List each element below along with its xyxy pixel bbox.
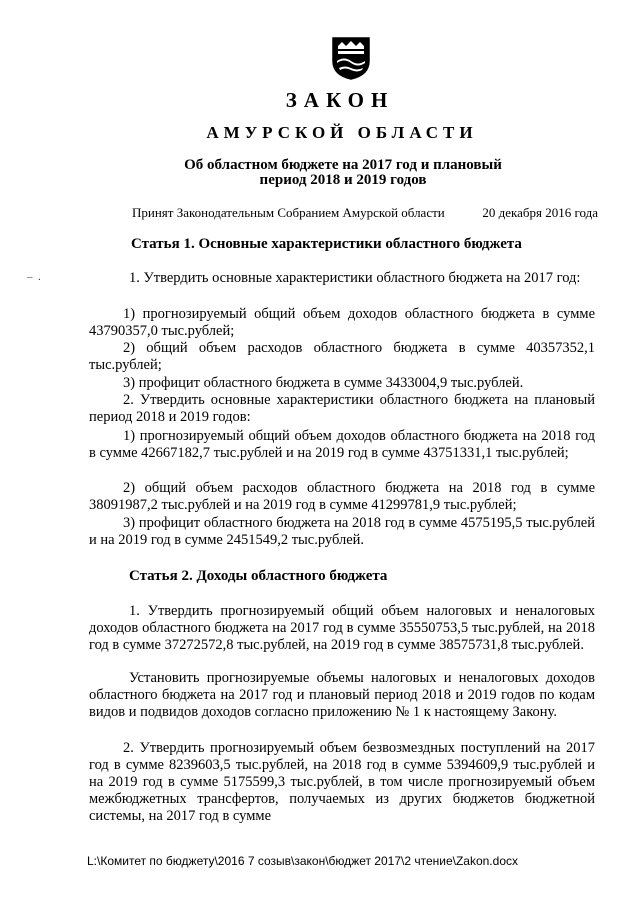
file-path-footer: L:\Комитет по бюджету\2016 7 созыв\закон\бюджет 2017\2 чтение\Zakon.docx	[87, 854, 518, 868]
article-1-paragraph: 2) общий объем расходов областного бюджета на 2018 год в сумме 38091987,2 тыс.рублей и на 2019 год в сумме 41299781,9 тыс.рублей;	[89, 480, 595, 513]
article-1-paragraph: 3) профицит областного бюджета в сумме 3433004,9 тыс.рублей.	[123, 375, 524, 391]
scan-artifact: – .	[27, 271, 41, 283]
adoption-line	[132, 205, 598, 221]
article-2-paragraph: Установить прогнозируемые объемы налоговых и неналоговых доходов областного бюджета на 2017 год и плановый период 2018 и 2019 годов по кодам видов и подвидов доходов согласно приложению № 1 к настоящему Закону.	[89, 670, 595, 720]
coat-of-arms-icon	[330, 35, 372, 81]
law-subtitle	[0, 158, 640, 188]
adopted-date: 20 декабря 2016 года	[482, 205, 598, 220]
article-1-heading: Статья 1. Основные характеристики областного бюджета	[131, 236, 522, 252]
law-title: ЗАКОН	[285, 88, 395, 112]
subtitle-line-2: период 2018 и 2019 годов	[259, 172, 427, 188]
adopted-by: Принят Законодательным Собранием Амурской области	[132, 205, 445, 220]
article-2-paragraph: 2. Утвердить прогнозируемый объем безвозмездных поступлений на 2017 год в сумме 8239603,5 тыс.рублей, на 2018 год в сумме 5394609,9 тыс.рублей и на 2019 год в сумме 5175599,3 тыс.рублей, в том числе прогнозируемый объем межбюджетных трансфертов, получаемых из других бюджетов бюджетной системы, на 2017 год в сумме	[89, 740, 595, 824]
article-1-paragraph: 1. Утвердить основные характеристики областного бюджета на 2017 год:	[129, 270, 581, 286]
article-1-paragraph: 1) прогнозируемый общий объем доходов областного бюджета в сумме 43790357,0 тыс.рублей;	[89, 306, 595, 339]
subtitle-line-1: Об областном бюджете на 2017 год и плановый	[184, 157, 502, 173]
article-2-heading: Статья 2. Доходы областного бюджета	[129, 568, 388, 584]
article-1-paragraph: 1) прогнозируемый общий объем доходов областного бюджета на 2018 год в сумме 42667182,7 тыс.рублей и на 2019 год в сумме 43751331,1 тыс.рублей;	[89, 428, 595, 461]
article-2-paragraph: 1. Утвердить прогнозируемый общий объем налоговых и неналоговых доходов областного бюджета на 2017 год в сумме 35550753,5 тыс.рублей, на 2018 год в сумме 37272572,8 тыс.рублей, на 2019 год в сумме 38575731,8 тыс.рублей.	[89, 603, 595, 653]
article-1-paragraph: 3) профицит областного бюджета на 2018 год в сумме 4575195,5 тыс.рублей и на 2019 год в сумме 2451549,2 тыс.рублей.	[89, 515, 595, 548]
article-1-paragraph: 2) общий объем расходов областного бюджета в сумме 40357352,1 тыс.рублей;	[89, 340, 595, 373]
article-1-paragraph: 2. Утвердить основные характеристики областного бюджета на плановый период 2018 и 2019 годов:	[89, 392, 595, 425]
region-title: АМУРСКОЙ ОБЛАСТИ	[206, 123, 478, 142]
